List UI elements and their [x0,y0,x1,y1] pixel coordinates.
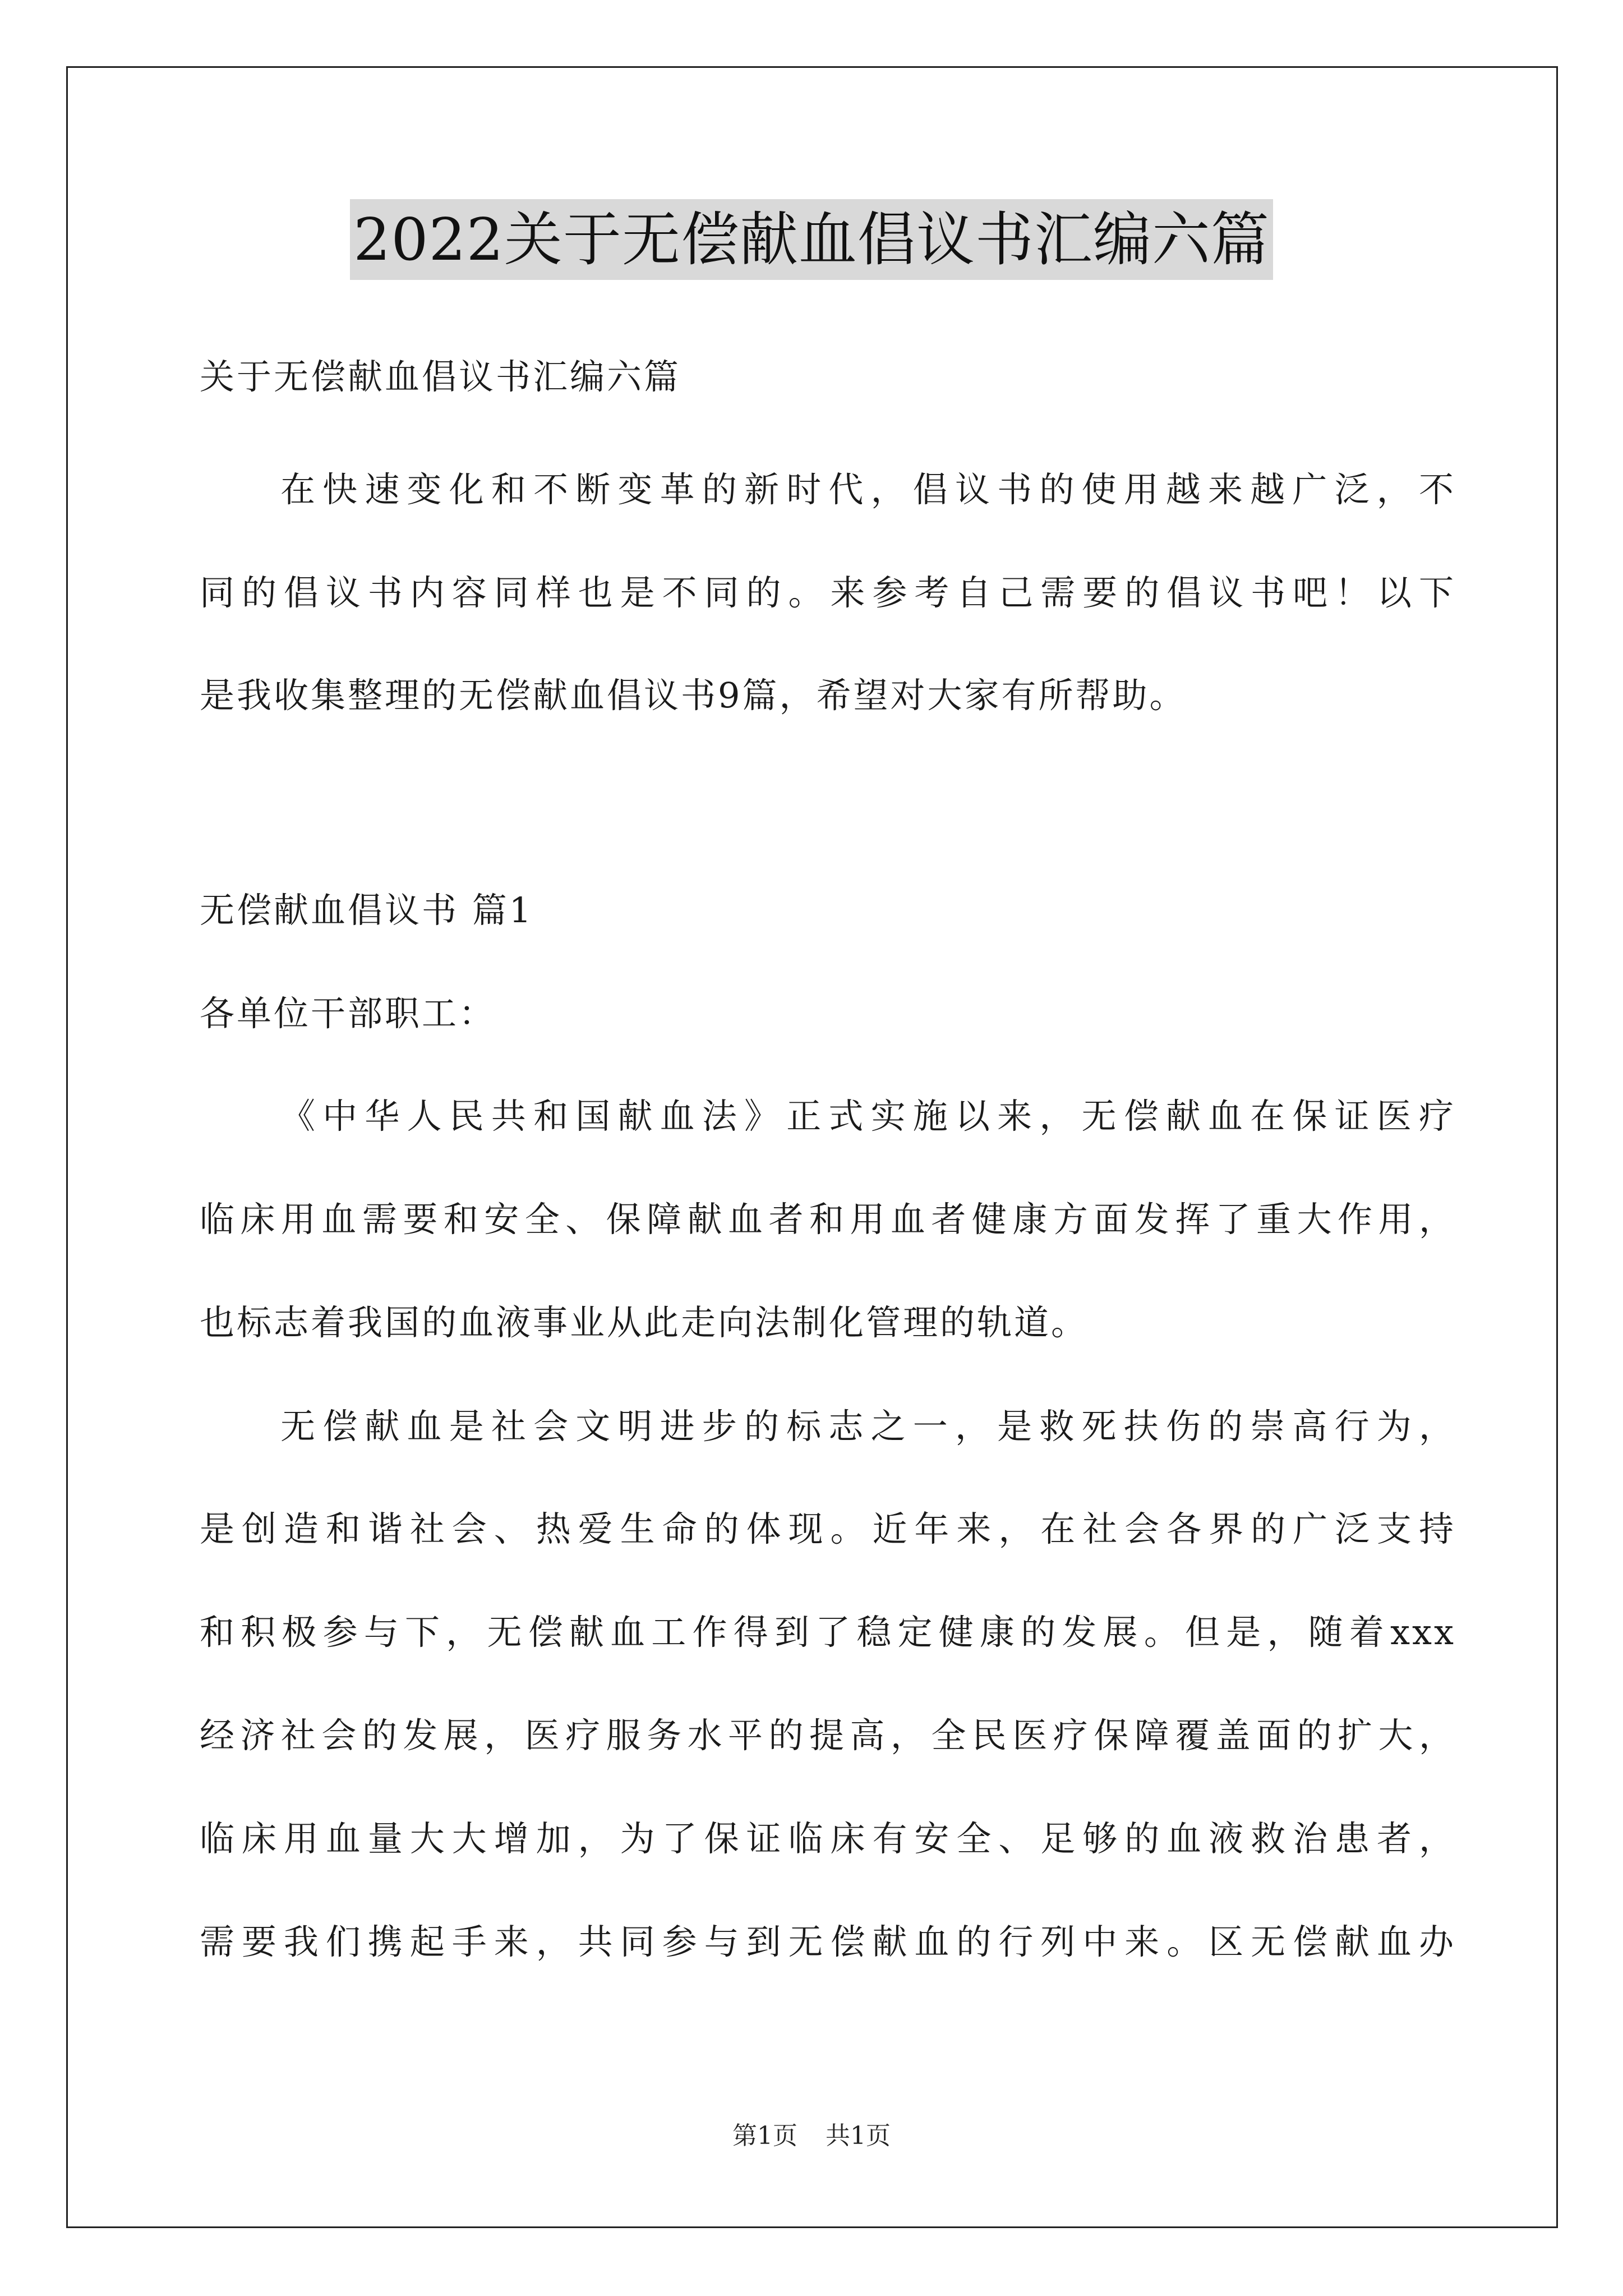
paragraph2-line-1: 无偿献血是社会文明进步的标志之一，是救死扶伤的崇高行为， [280,1406,1456,1447]
salutation: 各单位干部职工： [200,993,496,1034]
paragraph1-line-1: 《中华人民共和国献血法》正式实施以来，无偿献血在保证医疗 [280,1096,1456,1137]
paragraph1-line-3: 也标志着我国的血液事业从此走向法制化管理的轨道。 [200,1302,1089,1343]
intro-line-1: 在快速变化和不断变革的新时代，倡议书的使用越来越广泛，不 [280,469,1456,510]
page-footer [0,2119,1623,2153]
paragraph2-line-3: 和积极参与下，无偿献血工作得到了稳定健康的发展。但是，随着xxx [200,1612,1456,1653]
section-heading: 无偿献血倡议书 篇1 [200,890,534,931]
page-number: 第1页 [732,2122,797,2150]
document-title: 2022关于无偿献血倡议书汇编六篇 [350,199,1273,280]
intro-line-3: 是我收集整理的无偿献血倡议书9篇，希望对大家有所帮助。 [200,675,1187,716]
page-total: 共1页 [826,2122,891,2150]
paragraph2-line-5: 临床用血量大大增加，为了保证临床有安全、足够的血液救治患者， [200,1818,1456,1859]
title-container [0,199,1623,280]
paragraph2-line-6: 需要我们携起手来，共同参与到无偿献血的行列中来。区无偿献血办 [200,1921,1456,1962]
intro-line-2: 同的倡议书内容同样也是不同的。来参考自己需要的倡议书吧！以下 [200,572,1456,613]
document-subtitle: 关于无偿献血倡议书汇编六篇 [200,356,681,397]
paragraph2-line-2: 是创造和谐社会、热爱生命的体现。近年来，在社会各界的广泛支持 [200,1508,1456,1549]
paragraph2-line-4: 经济社会的发展，医疗服务水平的提高，全民医疗保障覆盖面的扩大， [200,1715,1456,1756]
paragraph1-line-2: 临床用血需要和安全、保障献血者和用血者健康方面发挥了重大作用， [200,1199,1456,1240]
